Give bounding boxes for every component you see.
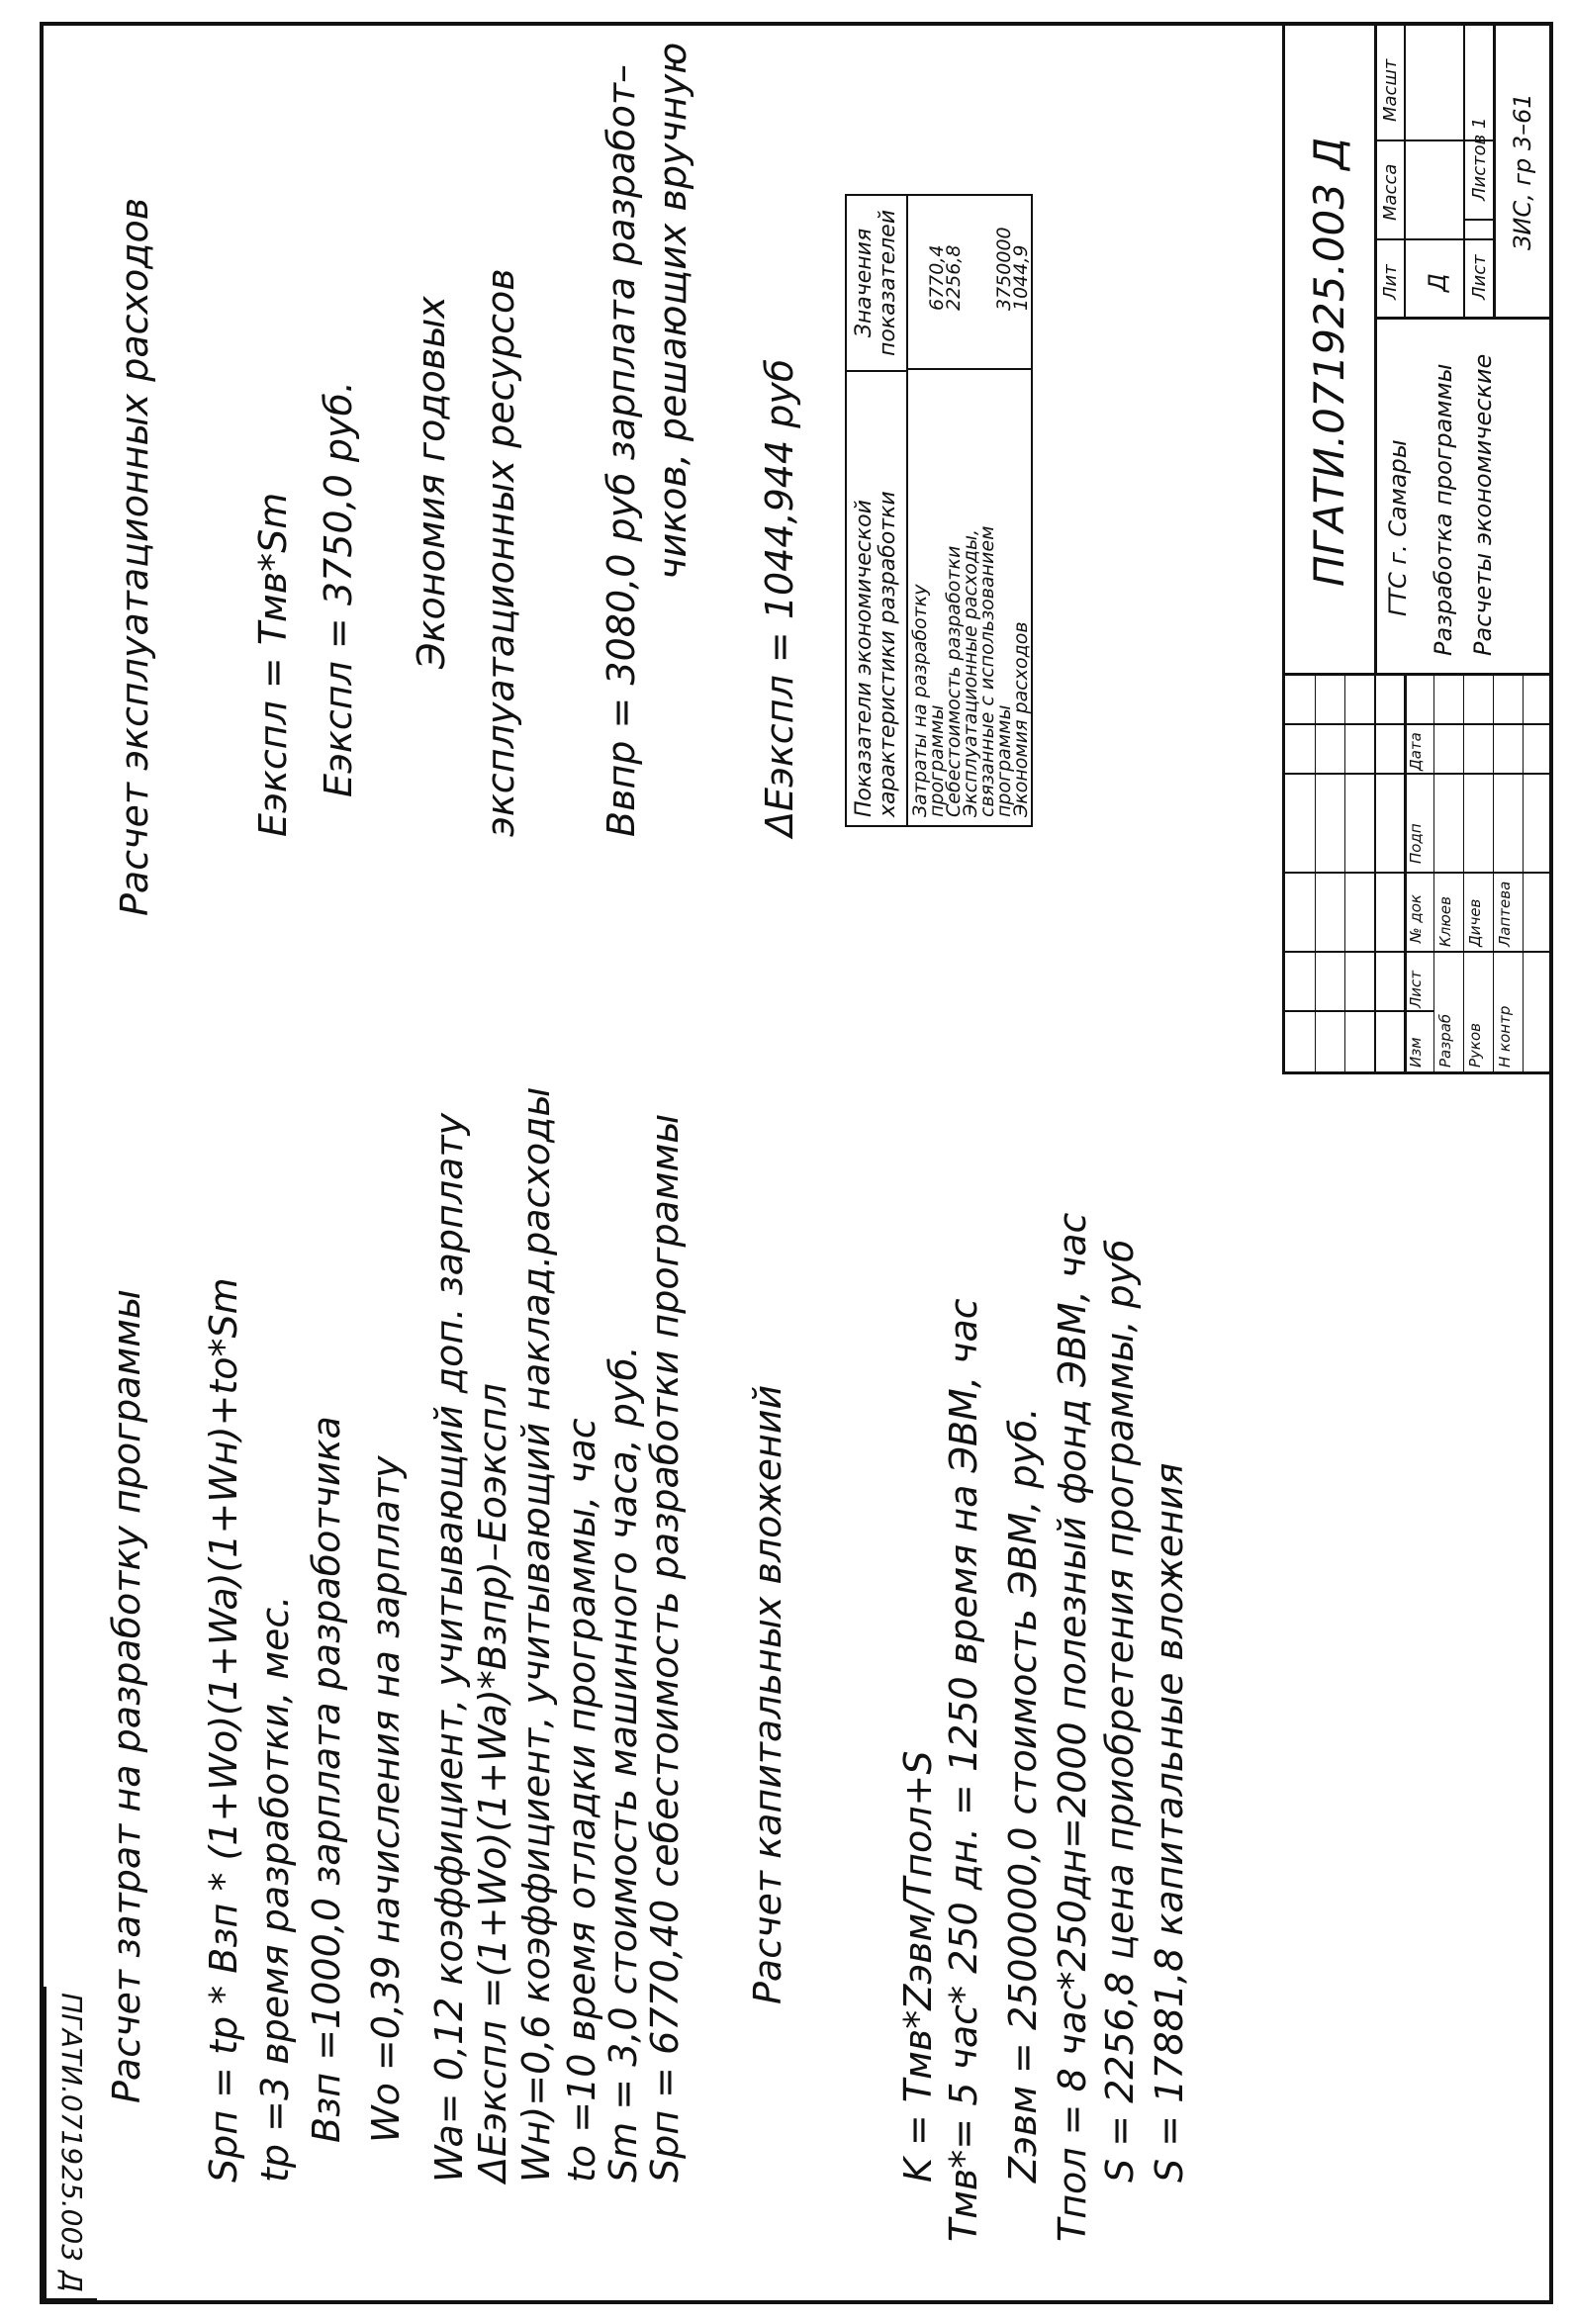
massa-label: Масса bbox=[1380, 163, 1401, 221]
salary-line-2: чиков, решающих вручную bbox=[651, 42, 694, 580]
table-header-value bbox=[847, 196, 908, 370]
tb-line bbox=[1285, 773, 1552, 775]
table-cell: связанные с использованием bbox=[976, 525, 998, 817]
lit-value: Д bbox=[1424, 273, 1451, 292]
heading-operating-costs: Расчет эксплуатационных расходов bbox=[113, 197, 156, 916]
tb-line bbox=[1433, 676, 1434, 1071]
name-razrab: Клюев bbox=[1436, 896, 1454, 947]
rotated-sheet bbox=[44, 26, 1549, 2301]
table-cell: Себестоимость разработки bbox=[943, 545, 965, 817]
formula-line: S = 17881,8 капитальные вложения bbox=[1148, 1462, 1191, 2183]
heading-capital-investments: Расчет капитальных вложений bbox=[746, 1384, 789, 2004]
table-header-indicator bbox=[847, 370, 908, 825]
table-cell: Затраты на разработку bbox=[909, 584, 931, 817]
col-izm: Изм bbox=[1407, 1037, 1425, 1068]
tb-line bbox=[1493, 23, 1496, 320]
name-rukov: Дичев bbox=[1466, 898, 1484, 947]
table-cell: программы bbox=[926, 704, 948, 817]
tb-line bbox=[1285, 673, 1552, 676]
tb-line bbox=[1493, 676, 1494, 1071]
table-divider bbox=[908, 368, 1031, 370]
tb-line bbox=[1463, 219, 1493, 221]
tb-line bbox=[1463, 23, 1465, 320]
tb-line bbox=[1463, 676, 1464, 1071]
subheading-savings-2: эксплуатационных ресурсов bbox=[479, 268, 522, 837]
role-rukov: Руков bbox=[1466, 1023, 1484, 1068]
doc-code: ПГАТИ.071925.003 Д bbox=[1305, 137, 1353, 587]
tb-line bbox=[1374, 23, 1377, 676]
formula-line: to =10 время отладки программы, час bbox=[560, 1418, 603, 2183]
role-nkontr: Н контр bbox=[1496, 1005, 1514, 1068]
formula-line: Взп =1000,0 зарплата разработчика bbox=[305, 1416, 348, 2143]
formula-line: K = Tмв*Zэвм/Tпол+S bbox=[896, 1750, 940, 2183]
tb-line bbox=[1285, 951, 1552, 953]
table-cell bbox=[963, 227, 979, 311]
doc-name-1: Разработка программы bbox=[1430, 363, 1457, 656]
salary-line: Ввпр = 3080,0 руб зарплата разработ– bbox=[600, 64, 643, 837]
list-label: Лист bbox=[1469, 254, 1490, 300]
heading-development-costs: Расчет затрат на разработку программы bbox=[105, 1289, 148, 2103]
table-body-values bbox=[912, 227, 1030, 311]
formula-line: Wa= 0,12 коэффициент, учитывающий доп. зарплату bbox=[427, 1112, 471, 2183]
header-line: показателей bbox=[876, 209, 900, 357]
tb-line bbox=[1404, 23, 1406, 320]
delta-savings: ΔEэкспл = 1044,944 руб bbox=[758, 358, 801, 837]
tb-line bbox=[1523, 676, 1524, 1071]
table-body-indicators bbox=[909, 525, 1032, 817]
header-line: характеристики разработки bbox=[876, 491, 900, 817]
name-nkontr: Лаптева bbox=[1496, 881, 1514, 947]
formula-operating-value: Eэкспл = 3750,0 руб. bbox=[317, 380, 360, 797]
formula-line: Zэвм = 2500000,0 стоимость ЭВМ, руб. bbox=[1001, 1407, 1045, 2183]
group-label: ЗИС, гр 3–61 bbox=[1509, 93, 1536, 250]
col-podp: Подп bbox=[1407, 823, 1425, 864]
formula-line: Sрп = 6770,40 себестоимость разработки программы bbox=[643, 1113, 687, 2183]
tb-line bbox=[1285, 723, 1552, 725]
col-data: Дата bbox=[1407, 732, 1425, 771]
listov-label: Листов 1 bbox=[1469, 117, 1490, 201]
formula-line: S = 2256,8 цена приобретения программы, руб bbox=[1098, 1239, 1142, 2183]
table-cell: программы bbox=[993, 704, 1015, 817]
subheading-savings: Экономия годовых bbox=[410, 296, 453, 669]
formula-line: Tпол = 8 час*250дн=2000 полезный фонд ЭВМ, час bbox=[1051, 1212, 1094, 2242]
formula-line: ΔEэкспл =(1+Wo)(1+Wa)*Взпр)–Eоэкспл bbox=[471, 1383, 514, 2183]
masht-label: Масшт bbox=[1380, 58, 1401, 122]
table-cell: 3750000 bbox=[993, 227, 1015, 311]
formula-line: Wн)=0,6 коэффициент, учитывающий наклад.расходы bbox=[514, 1086, 558, 2183]
tb-line bbox=[1374, 676, 1376, 1071]
formula-operating: Eэкспл = Tмв*Sm bbox=[251, 492, 295, 837]
tb-line bbox=[1374, 238, 1493, 240]
indicators-table bbox=[845, 194, 1033, 827]
frame-stamp: ПГАТИ.071925.003 Д bbox=[44, 1987, 97, 2301]
role-razrab: Разраб bbox=[1436, 1013, 1454, 1068]
table-cell: Экономия расходов bbox=[1010, 621, 1032, 817]
table-cell: Эксплуатационные расходы, bbox=[960, 528, 981, 817]
tb-line bbox=[1285, 872, 1552, 874]
formula-line: Tмв*= 5 час* 250 дн. = 1250 время на ЭВМ, час bbox=[942, 1298, 985, 2242]
formula-line: Sрп = tр * Взп * (1+Wo)(1+Wa)(1+Wн)+to*Sm bbox=[202, 1277, 245, 2183]
col-ndok: № док bbox=[1407, 894, 1425, 943]
tb-line bbox=[1315, 676, 1316, 1071]
lit-label: Лит bbox=[1380, 264, 1401, 300]
table-cell: 1044,9 bbox=[1010, 244, 1032, 311]
formula-line: Wo =0,39 начисления на зарплату bbox=[364, 1455, 408, 2143]
doc-name-2: Расчеты экономические bbox=[1469, 353, 1497, 656]
org-name: ГТС г. Самары bbox=[1384, 439, 1412, 616]
header-line: Показатели экономической bbox=[852, 500, 877, 817]
tb-line bbox=[1344, 676, 1345, 1071]
formula-line: Sm = 3,0 стоимость машинного часа, руб. bbox=[601, 1346, 645, 2183]
tb-line bbox=[1285, 1010, 1433, 1012]
drawing-frame bbox=[40, 22, 1553, 2304]
col-list: Лист bbox=[1407, 970, 1425, 1008]
table-cell: 2256,8 bbox=[943, 244, 965, 311]
table-cell: 6770,4 bbox=[926, 244, 948, 311]
header-line: Значения bbox=[852, 228, 877, 338]
title-block bbox=[1282, 26, 1549, 1074]
formula-line: tр =3 время разработки, мес. bbox=[253, 1595, 297, 2183]
